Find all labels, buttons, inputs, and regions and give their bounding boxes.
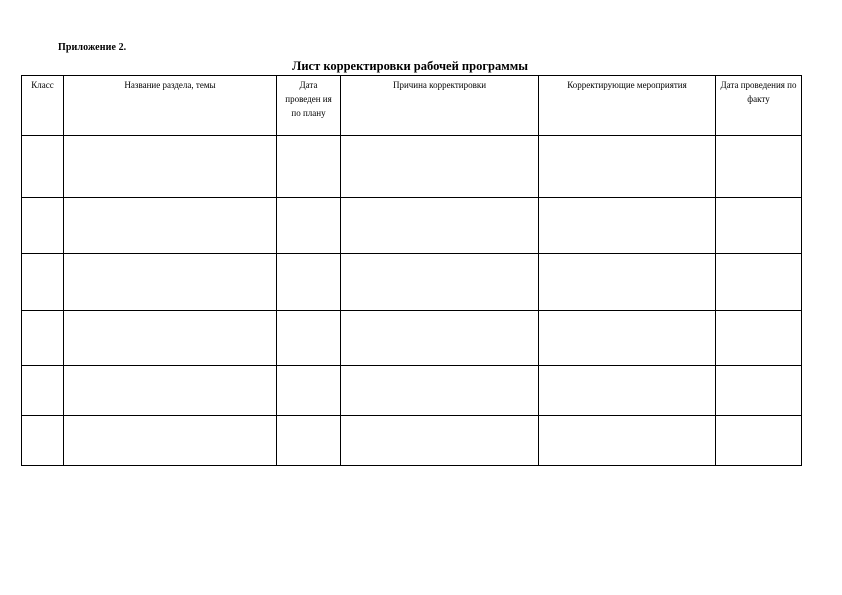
table-cell [22,311,64,366]
table-cell [716,198,802,254]
table-cell [277,198,341,254]
table-cell [64,366,277,416]
table-cell [22,136,64,198]
table-cell [22,366,64,416]
table-cell [64,198,277,254]
table-cell [539,416,716,466]
table-cell [341,416,539,466]
table-cell [716,366,802,416]
table-cell [716,254,802,311]
header-section-topic: Название раздела, темы [64,76,277,136]
table-cell [64,136,277,198]
correction-table [21,75,802,466]
table-row [22,136,802,198]
table-cell [64,311,277,366]
table-cell [539,366,716,416]
table-cell [277,254,341,311]
table-row [22,416,802,466]
table-row [22,254,802,311]
table-cell [277,311,341,366]
header-correction-reason: Причина корректировки [341,76,539,136]
table-cell [22,198,64,254]
table-cell [64,254,277,311]
table-cell [539,136,716,198]
table-cell [341,136,539,198]
table-cell [716,416,802,466]
table-cell [277,416,341,466]
header-class: Класс [22,76,64,136]
table-cell [64,416,277,466]
page-title: Лист корректировки рабочей программы [292,59,528,73]
table-cell [22,254,64,311]
table-cell [277,136,341,198]
table-cell [539,311,716,366]
table-cell [341,254,539,311]
table-cell [22,416,64,466]
appendix-label: Приложение 2. [58,42,127,53]
table-cell [341,311,539,366]
table-row [22,311,802,366]
table-row [22,366,802,416]
table-cell [716,136,802,198]
table-cell [716,311,802,366]
table-row [22,198,802,254]
header-corrective-measures: Корректирующие мероприятия [539,76,716,136]
table-cell [341,198,539,254]
header-actual-date: Дата проведения по факту [716,76,802,136]
table-cell [341,366,539,416]
table-cell [539,254,716,311]
header-planned-date: Дата проведен ия по плану [277,76,341,136]
table-cell [277,366,341,416]
table-cell [539,198,716,254]
table-header-row [22,76,802,136]
